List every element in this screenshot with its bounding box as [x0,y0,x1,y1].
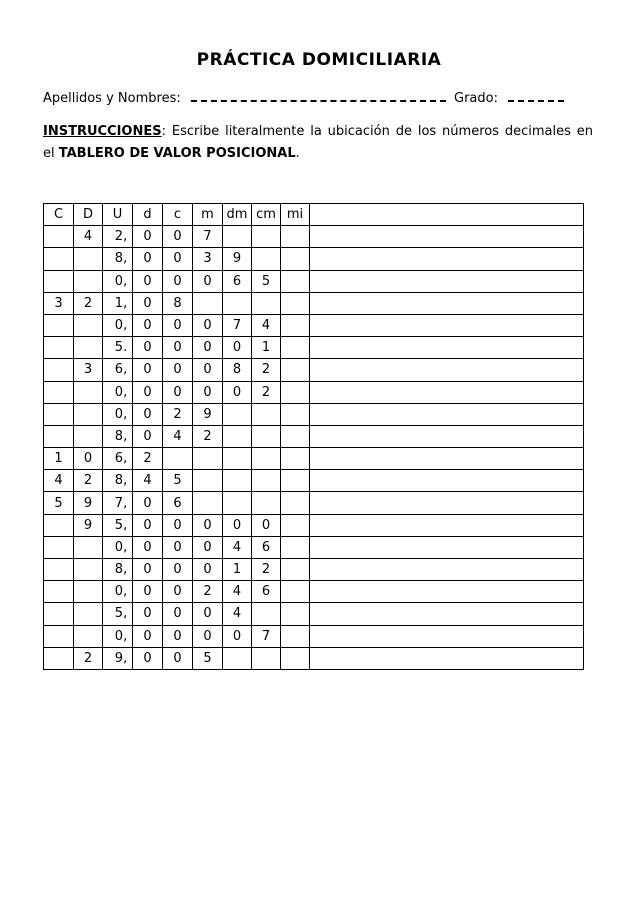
digit-cell: 8 [223,359,252,381]
digit-cell [44,647,74,669]
column-header-dm: dm [223,204,252,226]
digit-cell: 0 [133,581,163,603]
digit-cell: 5 [44,492,74,514]
digit-cell [223,647,252,669]
digit-cell: 6, [103,448,133,470]
answer-cell[interactable] [310,625,584,647]
digit-cell: 0 [163,314,193,336]
digit-cell [223,425,252,447]
digit-cell: 0 [193,359,223,381]
digit-cell [281,359,310,381]
digit-cell: 0 [193,514,223,536]
table-row [44,248,584,270]
table-row [44,625,584,647]
digit-cell [281,381,310,403]
instructions-highlight: TABLERO DE VALOR POSICIONAL [58,146,296,161]
grade-label: Grado: [454,91,498,106]
digit-cell: 8, [103,425,133,447]
digit-cell: 5 [252,270,281,292]
digit-cell: 5. [103,337,133,359]
digit-cell: 0 [193,603,223,625]
digit-cell: 9, [103,647,133,669]
digit-cell [223,226,252,248]
digit-cell [74,270,103,292]
answer-cell[interactable] [310,470,584,492]
digit-cell [223,448,252,470]
digit-cell: 6 [252,536,281,558]
answer-cell[interactable] [310,647,584,669]
digit-cell [44,603,74,625]
digit-cell [44,403,74,425]
answer-cell[interactable] [310,292,584,314]
digit-cell: 0 [74,448,103,470]
table-body [44,226,584,670]
digit-cell: 0 [163,248,193,270]
table-row [44,292,584,314]
instructions [43,121,593,165]
digit-cell [44,625,74,647]
digit-cell [281,470,310,492]
digit-cell: 4 [163,425,193,447]
digit-cell: 4 [252,314,281,336]
instructions-end: . [295,146,300,161]
digit-cell [74,425,103,447]
digit-cell [74,536,103,558]
digit-cell [74,559,103,581]
digit-cell: 0 [163,581,193,603]
digit-cell [223,492,252,514]
table-row [44,425,584,447]
table-row [44,226,584,248]
answer-cell[interactable] [310,226,584,248]
column-header-c: c [163,204,193,226]
digit-cell: 4 [74,226,103,248]
digit-cell: 2, [103,226,133,248]
digit-cell [281,425,310,447]
digit-cell: 9 [193,403,223,425]
digit-cell: 0 [223,625,252,647]
digit-cell: 6 [223,270,252,292]
digit-cell: 4 [44,470,74,492]
digit-cell: 2 [252,559,281,581]
digit-cell: 0, [103,536,133,558]
digit-cell [281,603,310,625]
digit-cell: 0 [133,603,163,625]
table-header-row [44,204,584,226]
digit-cell: 2 [74,470,103,492]
digit-cell: 1 [252,337,281,359]
table-row [44,492,584,514]
digit-cell: 8, [103,248,133,270]
place-value-table [43,203,584,670]
digit-cell [44,248,74,270]
digit-cell: 4 [223,603,252,625]
digit-cell [281,514,310,536]
digit-cell [74,314,103,336]
digit-cell [74,603,103,625]
instructions-text: : Escribe literalmente la ubicación de los números decimales en el [43,124,593,161]
table-row [44,448,584,470]
digit-cell [44,270,74,292]
digit-cell [281,492,310,514]
digit-cell: 0 [133,492,163,514]
digit-cell: 1 [223,559,252,581]
table-row [44,314,584,336]
digit-cell: 0 [133,403,163,425]
answer-cell[interactable] [310,492,584,514]
digit-cell: 0 [133,625,163,647]
answer-cell[interactable] [310,314,584,336]
digit-cell: 1 [44,448,74,470]
digit-cell [281,559,310,581]
name-label: Apellidos y Nombres: [43,91,181,106]
digit-cell [223,292,252,314]
digit-cell: 5 [163,470,193,492]
digit-cell [44,425,74,447]
digit-cell [281,226,310,248]
digit-cell: 5 [193,647,223,669]
digit-cell: 0 [163,270,193,292]
digit-cell: 7 [223,314,252,336]
digit-cell: 0 [133,337,163,359]
digit-cell: 0 [163,337,193,359]
digit-cell [44,337,74,359]
digit-cell [74,403,103,425]
answer-cell[interactable] [310,359,584,381]
digit-cell [252,248,281,270]
digit-cell: 9 [74,514,103,536]
digit-cell: 0 [133,381,163,403]
table-row [44,647,584,669]
digit-cell: 0 [193,381,223,403]
digit-cell [252,226,281,248]
digit-cell: 0, [103,270,133,292]
digit-cell [193,492,223,514]
digit-cell [193,292,223,314]
digit-cell: 0 [133,514,163,536]
table-row [44,359,584,381]
digit-cell [252,492,281,514]
digit-cell [252,425,281,447]
table-row [44,514,584,536]
column-header-C: C [44,204,74,226]
answer-cell[interactable] [310,248,584,270]
digit-cell: 6 [252,581,281,603]
digit-cell: 0, [103,314,133,336]
digit-cell: 0, [103,581,133,603]
digit-cell: 0 [193,314,223,336]
digit-cell: 0 [133,226,163,248]
digit-cell [281,403,310,425]
digit-cell [252,403,281,425]
digit-cell: 8, [103,470,133,492]
answer-cell[interactable] [310,603,584,625]
digit-cell: 0 [133,559,163,581]
digit-cell: 0 [193,625,223,647]
digit-cell [193,448,223,470]
digit-cell: 0 [163,359,193,381]
digit-cell: 0 [193,559,223,581]
answer-cell[interactable] [310,381,584,403]
digit-cell: 0 [223,381,252,403]
answer-cell[interactable] [310,581,584,603]
digit-cell: 3 [193,248,223,270]
column-header-answer [310,204,584,226]
digit-cell [281,647,310,669]
digit-cell: 5, [103,514,133,536]
digit-cell [74,381,103,403]
digit-cell [281,314,310,336]
digit-cell: 0 [133,248,163,270]
name-field[interactable] [191,88,446,102]
digit-cell: 6 [163,492,193,514]
digit-cell: 0 [223,514,252,536]
column-header-d: d [133,204,163,226]
answer-cell[interactable] [310,425,584,447]
digit-cell: 0 [163,226,193,248]
grade-field[interactable] [508,88,564,102]
column-header-cm: cm [252,204,281,226]
digit-cell: 1, [103,292,133,314]
column-header-U: U [103,204,133,226]
digit-cell: 0 [163,514,193,536]
answer-cell[interactable] [310,337,584,359]
table-row [44,337,584,359]
table-row [44,403,584,425]
digit-cell: 0 [223,337,252,359]
digit-cell: 0 [163,536,193,558]
digit-cell: 0 [193,536,223,558]
digit-cell: 0 [133,647,163,669]
digit-cell [281,270,310,292]
table-row [44,559,584,581]
digit-cell: 0 [193,270,223,292]
table-row [44,581,584,603]
table-row [44,270,584,292]
digit-cell [223,470,252,492]
digit-cell [74,337,103,359]
digit-cell [252,647,281,669]
digit-cell: 3 [44,292,74,314]
digit-cell: 0 [133,292,163,314]
digit-cell: 0 [163,559,193,581]
column-header-mi: mi [281,204,310,226]
digit-cell: 7 [252,625,281,647]
digit-cell [252,603,281,625]
digit-cell [281,337,310,359]
digit-cell [74,581,103,603]
answer-cell[interactable] [310,559,584,581]
digit-cell: 9 [223,248,252,270]
table-row [44,603,584,625]
table-row [44,381,584,403]
digit-cell: 6, [103,359,133,381]
digit-cell: 0 [163,381,193,403]
digit-cell: 4 [223,581,252,603]
student-info-row [43,88,603,106]
answer-cell[interactable] [310,403,584,425]
digit-cell [44,514,74,536]
digit-cell [44,581,74,603]
digit-cell: 7 [193,226,223,248]
digit-cell [44,536,74,558]
digit-cell [193,470,223,492]
digit-cell: 4 [133,470,163,492]
digit-cell: 0, [103,381,133,403]
digit-cell [252,470,281,492]
digit-cell: 0 [133,270,163,292]
digit-cell [252,292,281,314]
table-row [44,470,584,492]
digit-cell: 0, [103,403,133,425]
digit-cell: 2 [193,581,223,603]
digit-cell: 2 [252,359,281,381]
digit-cell: 0 [133,314,163,336]
digit-cell [74,248,103,270]
digit-cell: 9 [74,492,103,514]
digit-cell [44,314,74,336]
digit-cell: 7, [103,492,133,514]
digit-cell [281,536,310,558]
digit-cell [281,448,310,470]
digit-cell: 0, [103,625,133,647]
digit-cell: 2 [133,448,163,470]
digit-cell: 5, [103,603,133,625]
digit-cell [74,625,103,647]
digit-cell: 0 [163,647,193,669]
digit-cell: 0 [252,514,281,536]
digit-cell: 2 [74,292,103,314]
digit-cell [44,381,74,403]
answer-cell[interactable] [310,270,584,292]
page-title: PRÁCTICA DOMICILIARIA [196,50,442,70]
digit-cell [44,226,74,248]
digit-cell: 8, [103,559,133,581]
digit-cell: 4 [223,536,252,558]
digit-cell [163,448,193,470]
answer-cell[interactable] [310,536,584,558]
digit-cell [252,448,281,470]
answer-cell[interactable] [310,448,584,470]
digit-cell [223,403,252,425]
digit-cell: 2 [74,647,103,669]
digit-cell: 0 [193,337,223,359]
digit-cell [281,625,310,647]
digit-cell: 0 [133,425,163,447]
digit-cell: 0 [133,536,163,558]
digit-cell: 0 [163,625,193,647]
digit-cell: 3 [74,359,103,381]
digit-cell [44,559,74,581]
column-header-m: m [193,204,223,226]
digit-cell: 2 [163,403,193,425]
digit-cell [281,581,310,603]
digit-cell: 2 [193,425,223,447]
digit-cell [281,292,310,314]
digit-cell: 8 [163,292,193,314]
instructions-label: INSTRUCCIONES [43,124,162,139]
digit-cell: 0 [163,603,193,625]
digit-cell [44,359,74,381]
answer-cell[interactable] [310,514,584,536]
digit-cell: 2 [252,381,281,403]
column-header-D: D [74,204,103,226]
digit-cell: 0 [133,359,163,381]
table-row [44,536,584,558]
digit-cell [281,248,310,270]
